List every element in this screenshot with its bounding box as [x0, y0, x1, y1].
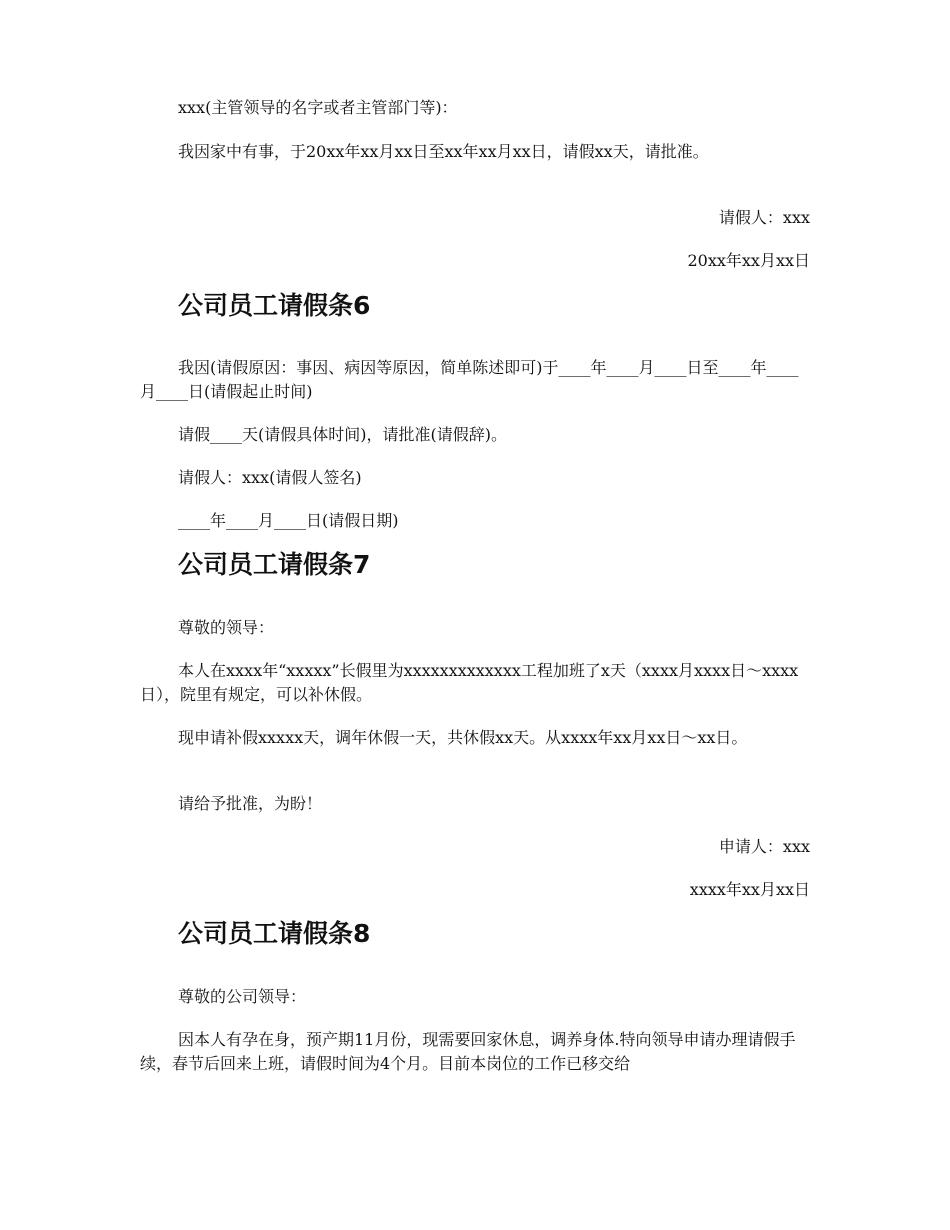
intro-applicant: 请假人：xxx — [718, 208, 810, 227]
section7-paragraph-2: 现申请补假xxxxx天，调年休假一天，共休假xx天。从xxxx年xx月xx日～xx日。 — [178, 728, 748, 747]
section8-paragraph-1: 因本人有孕在身，预产期11月份，现需要回家休息，调养身体.特向领导申请办理请假手续，春节后回来上班，请假时间为4个月。目前本岗位的工作已移交给 — [140, 1030, 796, 1073]
section7-date: xxxx年xx月xx日 — [689, 880, 810, 899]
section7-applicant: 申请人：xxx — [718, 837, 810, 856]
section7-salutation: 尊敬的领导： — [178, 618, 275, 637]
section7-paragraph-3: 请给予批准，为盼！ — [178, 794, 323, 813]
section8-salutation: 尊敬的公司领导： — [178, 987, 307, 1006]
section8-heading: 公司员工请假条8 — [178, 919, 371, 948]
section6-paragraph-2: 请假____天(请假具体时间)，请批准(请假辞)。 — [178, 425, 507, 444]
section6-heading: 公司员工请假条6 — [178, 291, 371, 320]
intro-date: 20xx年xx月xx日 — [687, 251, 810, 270]
section6-paragraph-1: 我因(请假原因：事因、病因等原因，简单陈述即可)于____年____月____日至____年____月____日(请假起止时间) — [140, 358, 799, 401]
intro-body: 我因家中有事，于20xx年xx月xx日至xx年xx月xx日，请假xx天，请批准。 — [178, 142, 709, 161]
section6-paragraph-4: ____年____月____日(请假日期) — [178, 511, 399, 530]
intro-salutation: xxx(主管领导的名字或者主管部门等)： — [178, 98, 458, 117]
section6-paragraph-3: 请假人：xxx(请假人签名) — [178, 468, 362, 487]
section7-heading: 公司员工请假条7 — [178, 550, 371, 579]
section7-paragraph-1: 本人在xxxx年“xxxxx”长假里为xxxxxxxxxxxxx工程加班了x天（xxxx月xxxx日～xxxx日），院里有规定，可以补休假。 — [140, 661, 799, 704]
